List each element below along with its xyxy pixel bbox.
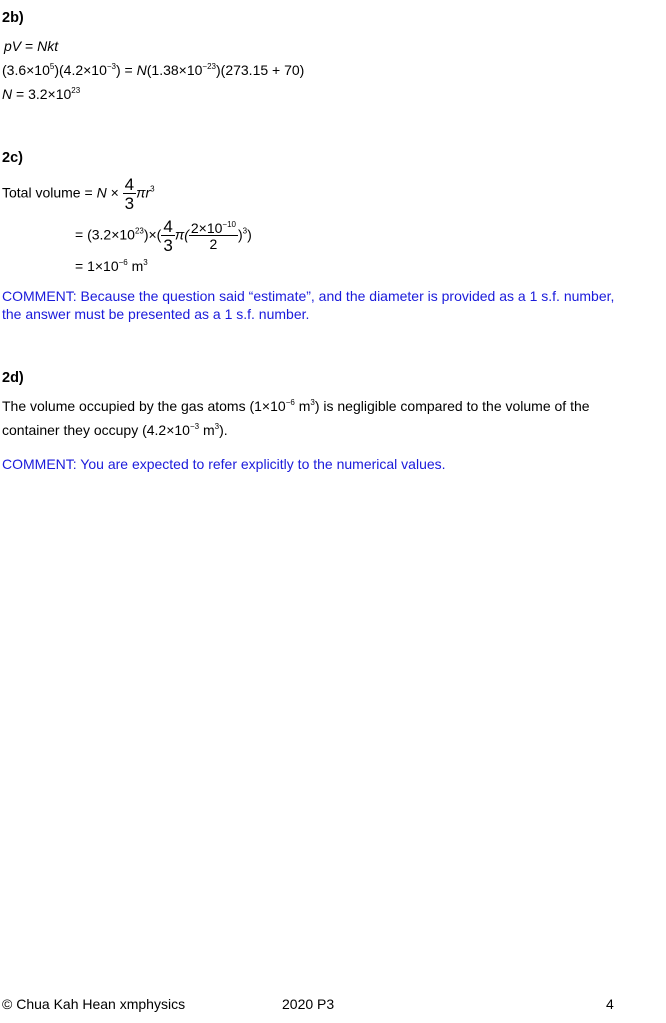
comment-2c-line1: COMMENT: Because the question said “estimate”, and the diameter is provided as a 1 s.f. number, (2, 288, 615, 304)
footer-paper: 2020 P3 (282, 996, 335, 1012)
section-2b-heading: 2b) (2, 10, 24, 26)
section-2d-heading: 2d) (2, 370, 24, 386)
equation-2c-line2: = $(3.2\times 10^{23})\times$( $\frac{4}{3}$ π( $\frac{2\times 10^{-10}}{2}$ )$^3$) (75, 217, 252, 255)
equation-2b-line2: $(3.6\times 10^5)(4.2\times 10^{-3}) = N(1.38\times 10^{-23})(273.15 + 70)$ (2, 62, 305, 78)
section-2c-heading: 2c) (2, 150, 23, 166)
equation-2b-line1: pV = Nkt (4, 38, 59, 54)
footer-page-number: 4 (606, 996, 614, 1012)
fraction-diameter-half: $\frac{2\times 10^{-10}}{2}$ (190, 220, 236, 252)
equation-2c-line1: Total volume = N × $\frac{4}{3}$ $\pi r^3$ (2, 175, 155, 213)
equation-2b-line3: $N = 3.2\times 10^{23}$ (2, 86, 81, 102)
fraction-four-thirds-2: $\frac{4}{3}$ (163, 217, 173, 255)
comment-2c-line2: the answer must be presented as a 1 s.f. number. (2, 306, 310, 322)
equation-2c-line3: = $1\times 10^{-6}$ $m^3$ (75, 258, 148, 274)
answer-2d-text: The volume occupied by the gas atoms ($1\times 10^{-6}$ $m^3$) is negligible compared to the volume of the container they occupy ($4.2\times 10^{-3}$ $m^3$). (2, 398, 590, 438)
fraction-four-thirds: $\frac{4}{3}$ (124, 175, 135, 213)
footer-author: © Chua Kah Hean xmphysics (2, 996, 186, 1012)
comment-2c (2, 287, 666, 323)
comment-2d: COMMENT: You are expected to refer explicitly to the numerical values. (2, 456, 446, 472)
